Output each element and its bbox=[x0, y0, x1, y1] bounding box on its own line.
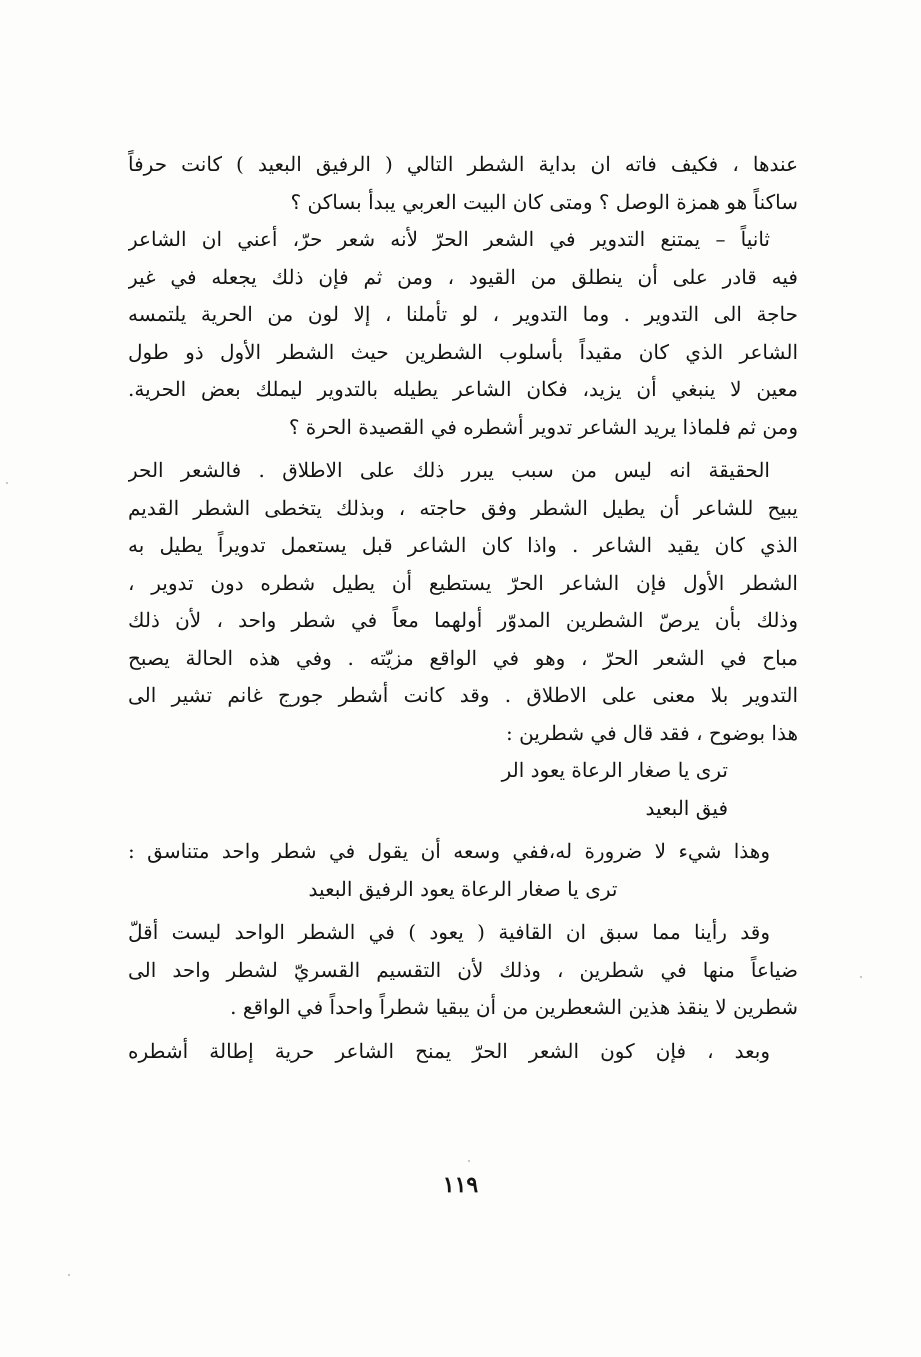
verse-line: فيق البعيد bbox=[645, 795, 728, 820]
text-line: فيه قادر على أن ينطلق من القيود ، ومن ثم فإن ذلك يجعله في غير bbox=[128, 264, 798, 289]
scan-speck bbox=[468, 1160, 470, 1162]
text-line: عندها ، فكيف فاته ان بداية الشطر التالي ( الرفيق البعيد ) كانت حرفاً bbox=[128, 152, 798, 176]
scan-speck bbox=[68, 1274, 70, 1276]
text-line: حاجة الى التدوير . وما التدوير ، لو تأملنا ، إلا لون من الحرية يلتمسه bbox=[128, 302, 798, 326]
text-line: الشطر الأول فإن الشاعر الحرّ يستطيع أن يطيل شطره دون تدوير ، bbox=[128, 570, 798, 595]
page-number: ١١٩ bbox=[442, 1172, 479, 1198]
body-text bbox=[128, 146, 798, 1070]
text-line: معين لا ينبغي أن يزيد، فكان الشاعر يطيله بالتدوير ليملك بعض الحرية. bbox=[128, 377, 798, 401]
text-line: الذي كان يقيد الشاعر . واذا كان الشاعر قبل يستعمل تدويراً يطيل به bbox=[128, 533, 798, 557]
text-line: يبيح للشاعر أن يطيل الشطر وفق حاجته ، وبذلك يتخطى الشطر القديم bbox=[128, 495, 798, 520]
verse-line: ترى يا صغار الرعاة يعود الرفيق البعيد bbox=[308, 876, 618, 901]
verse-line: ترى يا صغار الرعاة يعود الر bbox=[501, 758, 728, 782]
text-line: وهذا شيء لا ضرورة له،ففي وسعه أن يقول في شطر واحد متناسق : bbox=[128, 839, 770, 863]
text-line: ساكناً هو همزة الوصل ؟ ومتى كان البيت العربي يبدأ بساكن ؟ bbox=[290, 189, 798, 214]
text-line: وبعد ، فإن كون الشعر الحرّ يمنح الشاعر حرية إطالة أشطره bbox=[128, 1038, 770, 1063]
scan-speck bbox=[860, 976, 862, 978]
text-line: هذا بوضوح ، فقد قال في شطرين : bbox=[505, 720, 798, 745]
scan-speck bbox=[6, 482, 8, 484]
text-line: الحقيقة انه ليس من سبب يبرر ذلك على الاطلاق . فالشعر الحر bbox=[128, 458, 770, 482]
text-line: التدوير بلا معنى على الاطلاق . وقد كانت أشطر جورج غانم تشير الى bbox=[128, 683, 798, 707]
text-line: وذلك بأن يرصّ الشطرين المدوّر أولهما معاً في شطر واحد ، لأن ذلك bbox=[128, 608, 798, 632]
text-line: ومن ثم فلماذا يريد الشاعر تدوير أشطره في القصيدة الحرة ؟ bbox=[288, 414, 798, 439]
text-line: ثانياً – يمتنع التدوير في الشعر الحرّ لأنه شعر حرّ، أعني ان الشاعر bbox=[128, 227, 770, 251]
text-line: الشاعر الذي كان مقيداً بأسلوب الشطرين حيث الشطر الأول ذو طول bbox=[128, 339, 798, 364]
text-line: شطرين لا ينقذ هذين الشعطرين من أن يبقيا شطراً واحداً في الواقع . bbox=[230, 995, 798, 1019]
text-line: وقد رأينا مما سبق ان القافية ( يعود ) في الشطر الواحد ليست أقلّ bbox=[128, 920, 770, 944]
text-line: ضياعاً منها في شطرين ، وذلك لأن التقسيم القسريّ لشطر واحد الى bbox=[128, 957, 798, 982]
text-line: مباح في الشعر الحرّ ، وهو في الواقع مزيّته . وفي هذه الحالة يصبح bbox=[128, 645, 798, 670]
